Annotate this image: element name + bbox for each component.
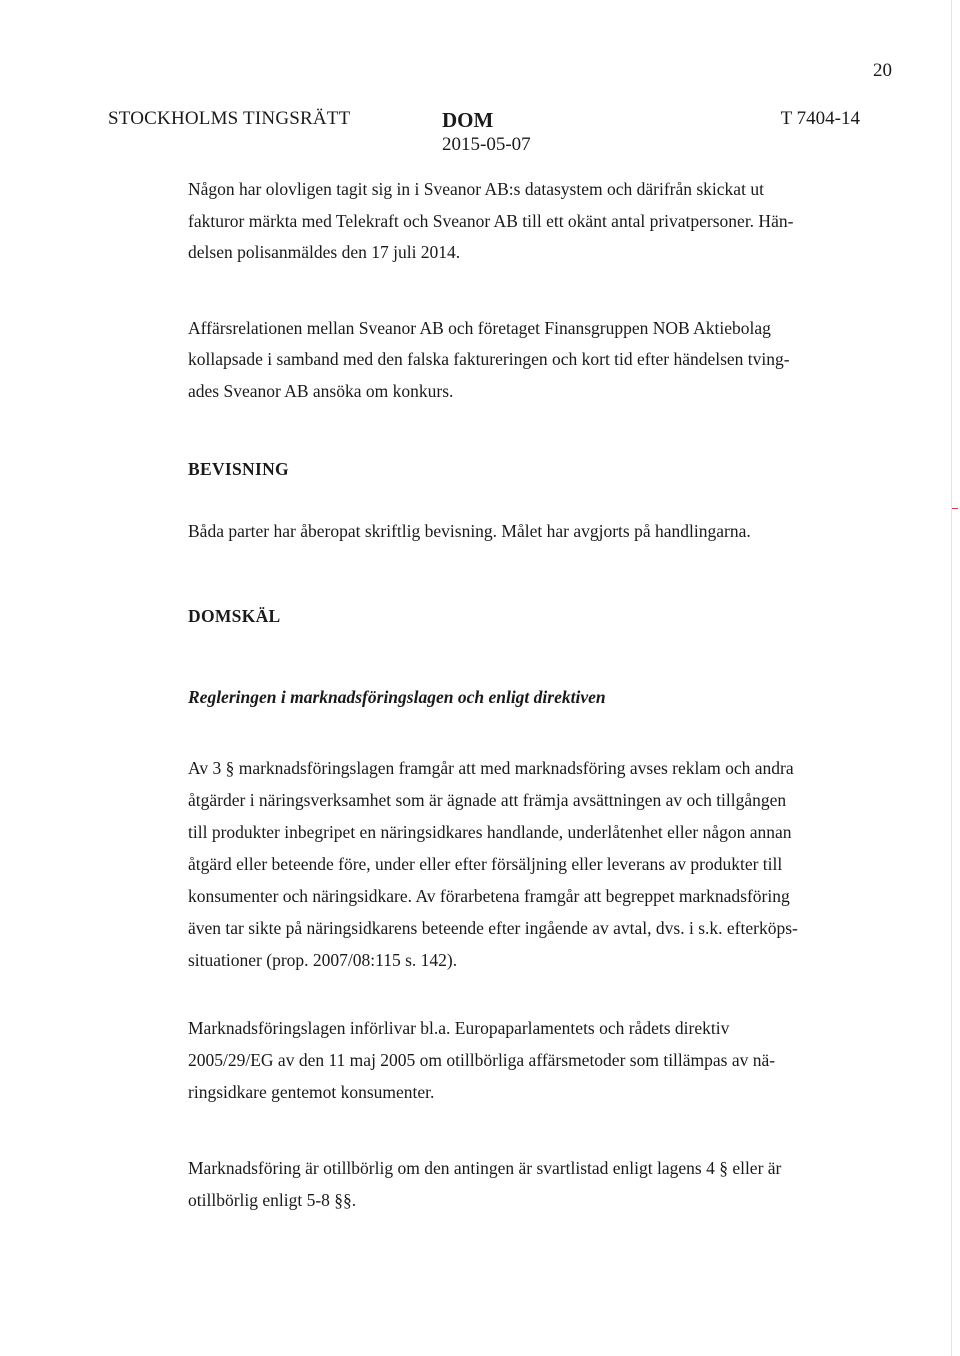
text-line: Av 3 § marknadsföringslagen framgår att med marknadsföring avses reklam och andra [188, 757, 794, 778]
text-line: konsumenter och näringsidkare. Av förarbetena framgår att begreppet marknadsföring [188, 885, 790, 906]
text-line: Båda parter har åberopat skriftlig bevisning. Målet har avgjorts på handlingarna. [188, 521, 751, 541]
text-line: Marknadsföring är otillbörlig om den antingen är svartlistad enligt lagens 4 § eller är [188, 1157, 782, 1178]
scan-margin-mark [952, 508, 958, 509]
paragraph-evidence [188, 516, 848, 548]
paragraph-intrusion [188, 174, 848, 269]
text-line: delsen polisanmäldes den 17 juli 2014. [188, 242, 461, 262]
heading-bevisning: BEVISNING [188, 459, 289, 479]
text-line: Någon har olovligen tagit sig in i Sveanor AB:s datasystem och därifrån skickat ut [188, 179, 764, 199]
text-line: Affärsrelationen mellan Sveanor AB och företaget Finansgruppen NOB Aktiebolag [188, 317, 771, 338]
heading-domskal: DOMSKÄL [188, 605, 281, 626]
document-body [188, 174, 848, 1216]
text-line: åtgärd eller beteende före, under eller efter försäljning eller leverans av produkter till [188, 853, 783, 874]
paragraph-bankruptcy [188, 313, 848, 408]
page-number: 20 [873, 60, 892, 81]
document-date: 2015-05-07 [442, 134, 531, 155]
text-line: situationer (prop. 2007/08:115 s. 142). [188, 949, 458, 970]
text-line: ades Sveanor AB ansöka om konkurs. [188, 380, 454, 401]
subheading-regulation: Regleringen i marknadsföringslagen och enligt direktiven [188, 686, 606, 707]
text-line: åtgärder i näringsverksamhet som är ägnade att främja avsättningen av och tillgången [188, 789, 787, 810]
scan-edge-line [951, 0, 952, 1356]
text-line: även tar sikte på näringsidkarens beteende efter ingående av avtal, dvs. i s.k. efterköps- [188, 917, 798, 938]
text-line: till produkter inbegripet en näringsidkares handlande, underlåtenhet eller någon annan [188, 821, 792, 842]
text-line: ringsidkare gentemot konsumenter. [188, 1081, 435, 1102]
paragraph-unfair-marketing [188, 1152, 848, 1216]
court-name: STOCKHOLMS TINGSRÄTT [108, 108, 351, 129]
text-line: kollapsade i samband med den falska faktureringen och kort tid efter händelsen tving- [188, 349, 790, 369]
text-line: Marknadsföringslagen införlivar bl.a. Europaparlamentets och rådets direktiv [188, 1017, 730, 1038]
case-number: T 7404-14 [780, 108, 860, 129]
text-line: fakturor märkta med Telekraft och Sveanor AB till ett okänt antal privatpersoner. Hän- [188, 210, 794, 231]
document-header [108, 108, 860, 160]
paragraph-directive [188, 1012, 848, 1108]
paragraph-marketing-law [188, 752, 848, 976]
text-line: otillbörlig enligt 5-8 §§. [188, 1189, 357, 1210]
document-type: DOM [442, 108, 494, 132]
text-line: 2005/29/EG av den 11 maj 2005 om otillbörliga affärsmetoder som tillämpas av nä- [188, 1049, 776, 1070]
